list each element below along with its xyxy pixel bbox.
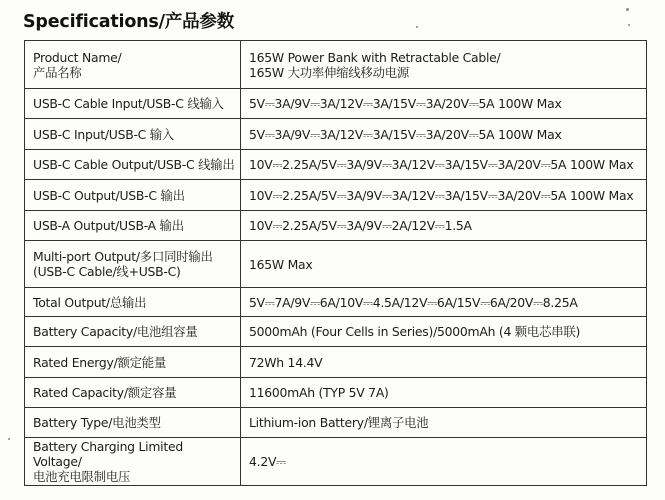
spec-value: 10V⎓2.25A/5V⎓3A/9V⎓3A/12V⎓3A/15V⎓3A/20V⎓5A 100W Max xyxy=(241,180,647,211)
spec-value: 11600mAh (TYP 5V 7A) xyxy=(241,378,647,408)
speck xyxy=(416,26,418,28)
spec-value: 10V⎓2.25A/5V⎓3A/9V⎓2A/12V⎓1.5A xyxy=(241,211,647,241)
spec-row xyxy=(25,438,647,486)
spec-table xyxy=(24,40,647,486)
spec-label: Multi-port Output/多口同时输出 (USB-C Cable/线+USB-C) xyxy=(25,241,241,288)
spec-label: Battery Type/电池类型 xyxy=(25,408,241,438)
spec-value: 72Wh 14.4V xyxy=(241,347,647,378)
spec-label: Rated Energy/额定能量 xyxy=(25,347,241,378)
spec-label: Battery Capacity/电池组容量 xyxy=(25,317,241,347)
page-title: Specifications/产品参数 xyxy=(23,12,235,32)
spec-value: 5000mAh (Four Cells in Series)/5000mAh (4 颗电芯串联) xyxy=(241,317,647,347)
spec-label: Rated Capacity/额定容量 xyxy=(25,378,241,408)
spec-label: USB-C Output/USB-C 输出 xyxy=(25,180,241,211)
spec-row xyxy=(25,89,647,119)
spec-value: 165W Power Bank with Retractable Cable/ 165W 大功率伸缩线移动电源 xyxy=(241,41,647,89)
spec-row xyxy=(25,378,647,408)
spec-row xyxy=(25,180,647,211)
spec-value: 165W Max xyxy=(241,241,647,288)
spec-label: Total Output/总输出 xyxy=(25,288,241,317)
spec-value: 4.2V⎓ xyxy=(241,438,647,486)
spec-row xyxy=(25,317,647,347)
spec-value: 5V⎓7A/9V⎓6A/10V⎓4.5A/12V⎓6A/15V⎓6A/20V⎓8.25A xyxy=(241,288,647,317)
spec-label: USB-A Output/USB-A 输出 xyxy=(25,211,241,241)
spec-row xyxy=(25,211,647,241)
spec-row xyxy=(25,408,647,438)
spec-row xyxy=(25,288,647,317)
spec-label: Battery Charging Limited Voltage/ 电池充电限制电压 xyxy=(25,438,241,486)
spec-row xyxy=(25,150,647,180)
spec-value: Lithium-ion Battery/锂离子电池 xyxy=(241,408,647,438)
spec-row xyxy=(25,241,647,288)
speck xyxy=(626,8,629,11)
spec-value: 5V⎓3A/9V⎓3A/12V⎓3A/15V⎓3A/20V⎓5A 100W Max xyxy=(241,89,647,119)
spec-label: USB-C Cable Output/USB-C 线输出 xyxy=(25,150,241,180)
spec-row xyxy=(25,119,647,150)
spec-label: USB-C Input/USB-C 输入 xyxy=(25,119,241,150)
spec-value: 5V⎓3A/9V⎓3A/12V⎓3A/15V⎓3A/20V⎓5A 100W Max xyxy=(241,119,647,150)
speck xyxy=(628,24,630,26)
spec-label: Product Name/ 产品名称 xyxy=(25,41,241,89)
spec-label: USB-C Cable Input/USB-C 线输入 xyxy=(25,89,241,119)
spec-value: 10V⎓2.25A/5V⎓3A/9V⎓3A/12V⎓3A/15V⎓3A/20V⎓5A 100W Max xyxy=(241,150,647,180)
speck xyxy=(8,438,10,440)
spec-row xyxy=(25,347,647,378)
spec-row xyxy=(25,41,647,89)
